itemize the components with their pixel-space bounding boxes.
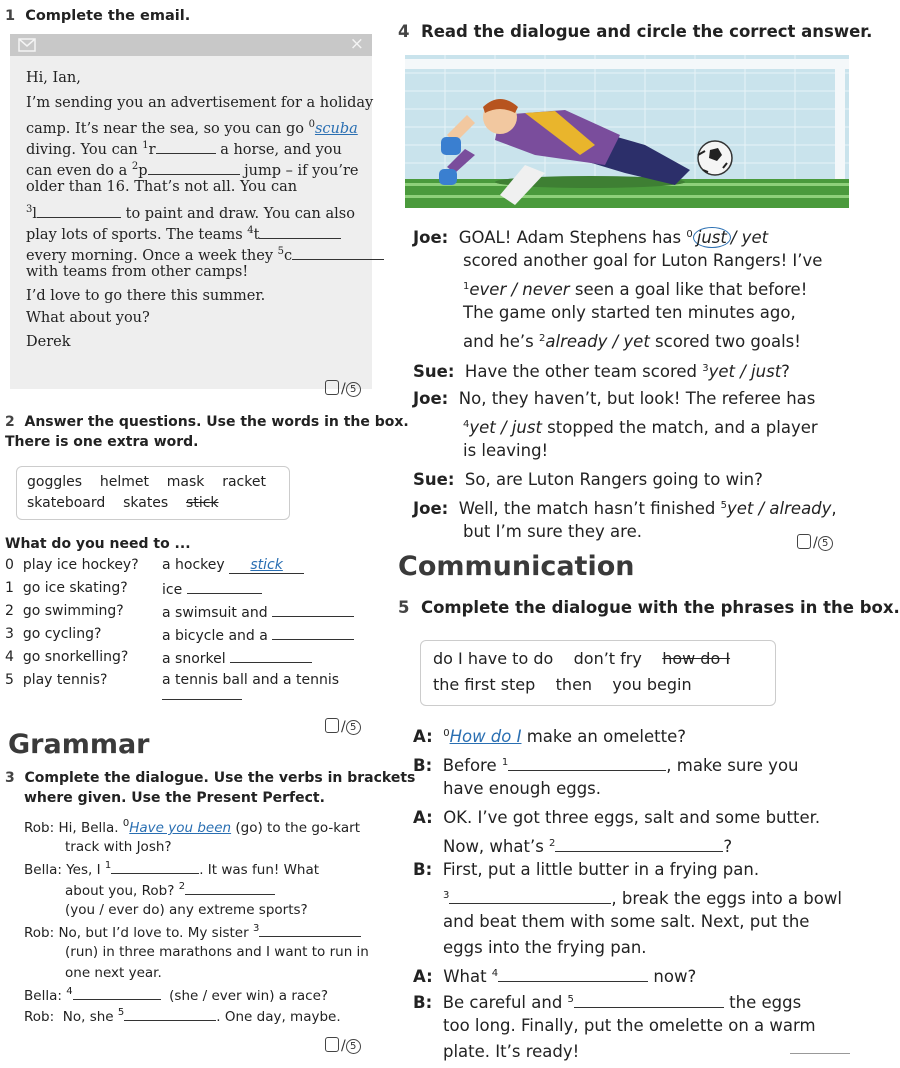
answer-blank[interactable] (230, 649, 312, 663)
email-line: camp. It’s near the sea, so you can go $^0$scuba (26, 119, 358, 137)
list-item: 4 go snorkelling? a snorkel (5, 649, 128, 665)
answer-blank-5[interactable] (574, 994, 724, 1008)
email-greeting: Hi, Ian, (26, 70, 81, 86)
email-toolbar (10, 34, 372, 56)
answer-blank-2[interactable] (555, 838, 723, 852)
answer-blank-2[interactable] (185, 881, 275, 895)
email-line: older than 16. That’s not all. You can (26, 179, 298, 195)
email-line: I’d love to go there this summer. (26, 288, 266, 304)
answer-blank-1[interactable] (111, 860, 199, 874)
phrase-used: how do I (662, 649, 731, 668)
answer-blank-3[interactable] (449, 890, 611, 904)
phrase: do I have to do (433, 649, 554, 668)
close-icon[interactable]: × (349, 34, 364, 54)
divider (790, 1053, 850, 1054)
envelope-icon (18, 38, 36, 52)
word: mask (166, 474, 205, 490)
score-checkbox[interactable] (325, 1037, 339, 1052)
word-box-row (27, 474, 266, 490)
list-item: 5 play tennis? a tennis ball and a tennis (5, 672, 340, 688)
example-answer: scuba (314, 121, 358, 137)
circled-answer: just (693, 227, 731, 248)
score-checkbox[interactable] (325, 718, 339, 733)
section-title-grammar: Grammar (8, 729, 150, 760)
answer-blank-1[interactable] (156, 140, 216, 154)
email-line: What about you? (26, 310, 150, 326)
answer-blank[interactable]: stick (229, 557, 304, 574)
exercise-3-heading: 3 Complete the dialogue. Use the verbs in brackets (5, 770, 416, 786)
phrase: you begin (612, 675, 692, 694)
answer-blank-4[interactable] (73, 986, 161, 1000)
answer-blank[interactable] (272, 626, 354, 640)
list-item: 1 go ice skating? ice (5, 580, 128, 596)
word: skates (123, 495, 169, 511)
answer-blank-3[interactable] (37, 204, 121, 218)
answer-blank-3[interactable] (259, 923, 361, 937)
answer-blank-1[interactable] (508, 757, 666, 771)
score-box: / 5 (325, 718, 361, 735)
answer-blank[interactable] (272, 603, 354, 617)
answer-blank-5[interactable] (124, 1007, 216, 1021)
exercise-2-subheading: There is one extra word. (5, 434, 199, 450)
exercise-4-heading: 4 Read the dialogue and circle the correct answer. (398, 22, 873, 41)
exercise-2-heading: 2 Answer the questions. Use the words in the box. (5, 414, 409, 430)
exercise-5-heading: 5 Complete the dialogue with the phrases in the box. (398, 598, 900, 617)
section-title-communication: Communication (398, 551, 635, 582)
answer-blank[interactable] (162, 697, 242, 700)
answer-blank-5[interactable] (292, 246, 384, 260)
email-line: can even do a $^2$p jump – if you’re (26, 161, 359, 179)
exercise-1-heading: 1 Complete the email. (5, 8, 191, 24)
word: helmet (99, 474, 149, 490)
score-box: / 5 (325, 380, 361, 397)
exercise-3-subheading: where given. Use the Present Perfect. (24, 790, 325, 806)
phrase: don’t fry (573, 649, 642, 668)
email-line: with teams from other camps! (26, 264, 249, 280)
list-item: 2 go swimming? a swimsuit and (5, 603, 124, 619)
word-box-row (27, 495, 219, 511)
word: racket (222, 474, 266, 490)
email-line: every morning. Once a week they $^5$c (26, 241, 384, 267)
list-item: 0 play ice hockey? a hockey stick (5, 557, 139, 573)
answer-blank-2[interactable] (148, 161, 240, 175)
list-item: 3 go cycling? a bicycle and a (5, 626, 101, 642)
phrase: the first step (433, 675, 536, 694)
goalkeeper-illustration (405, 55, 849, 208)
word: skateboard (27, 495, 106, 511)
answer-blank-4[interactable] (259, 225, 341, 239)
score-checkbox[interactable] (797, 534, 811, 549)
email-signature: Derek (26, 334, 71, 350)
score-box: / 5 (325, 1037, 361, 1054)
email-line: diving. You can $^1$r a horse, and you (26, 140, 342, 158)
word: goggles (27, 474, 83, 490)
word-used: stick (186, 495, 219, 511)
answer-blank[interactable] (187, 580, 262, 594)
score-checkbox[interactable] (325, 380, 339, 395)
phrase: then (555, 675, 593, 694)
email-line: I’m sending you an advertisement for a holiday (26, 95, 374, 111)
email-line: $^3$l to paint and draw. You can also (26, 204, 355, 222)
score-box: / 5 (797, 534, 833, 551)
word-box (16, 466, 290, 520)
answer-blank-4[interactable] (498, 968, 648, 982)
exercise-2-prompt: What do you need to ... (5, 536, 191, 552)
email-line: play lots of sports. The teams $^4$t (26, 220, 341, 246)
phrase-box (420, 640, 776, 706)
